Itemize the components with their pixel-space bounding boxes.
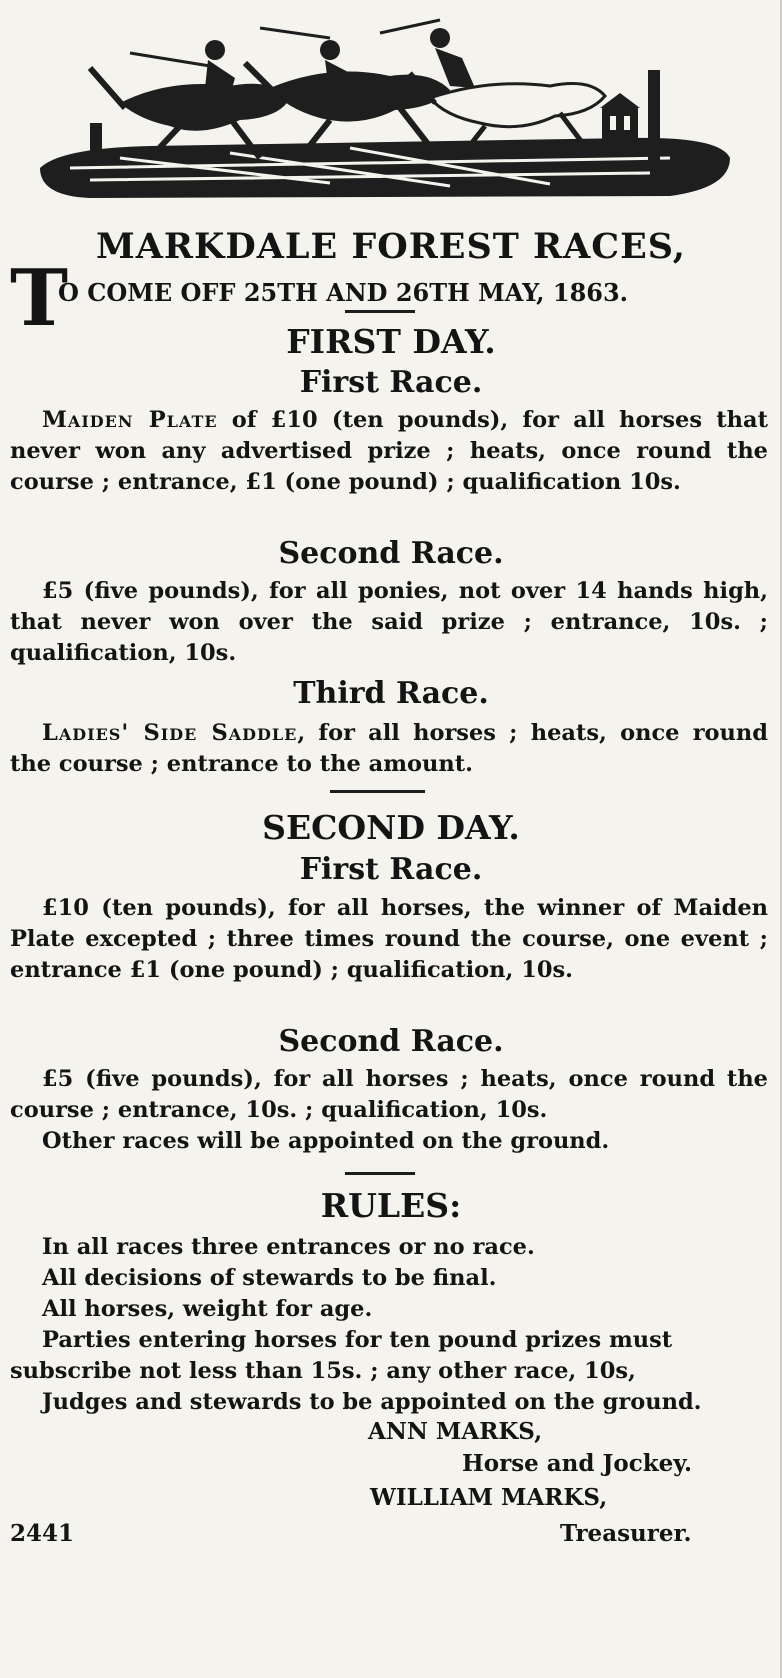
divider-short	[345, 310, 415, 313]
day2-race2-details: £5 (five pounds), for all horses ; heats, once round the course ; entrance, 10s. ; qualification, 10s.	[10, 1066, 768, 1123]
rules-list	[10, 1232, 770, 1418]
signatory-name-1: ANN MARKS,	[368, 1418, 543, 1445]
day2-race1-details: £10 (ten pounds), for all horses, the winner of Maiden Plate excepted ; three times round the course, one event ; entrance £1 (one pound) ; qualification, 10s.	[10, 895, 768, 983]
rule-item: Judges and stewards to be appointed on the ground.	[42, 1389, 702, 1415]
signatory-role-2: Treasurer.	[560, 1520, 692, 1547]
rule-item: subscribe not less than 15s. ; any other race, 10s,	[10, 1358, 636, 1384]
day1-race2-title: Second Race.	[278, 536, 504, 571]
divider-day	[330, 790, 425, 793]
day1-race3-text	[10, 718, 768, 780]
drop-cap: T	[10, 253, 69, 344]
day1-race3-title: Third Race.	[293, 676, 489, 711]
rule-item: Parties entering horses for ten pound prizes must	[42, 1327, 673, 1353]
day1-race2-text	[10, 576, 768, 669]
rules-heading: RULES:	[320, 1186, 462, 1225]
ad-number: 2441	[10, 1520, 75, 1547]
day2-race1-title: First Race.	[299, 852, 483, 887]
second-day-heading: SECOND DAY.	[262, 808, 520, 847]
rule-item: In all races three entrances or no race.	[42, 1234, 535, 1260]
day2-race1-text	[10, 893, 768, 986]
rule-item: All horses, weight for age.	[42, 1296, 373, 1322]
signatory-name-2: WILLIAM MARKS,	[370, 1484, 608, 1511]
horse-race-woodcut-icon	[30, 8, 750, 213]
rule-item: All decisions of stewards to be final.	[42, 1265, 497, 1291]
advert-title: MARKDALE FOREST RACES,	[96, 226, 686, 267]
day1-race2-details: £5 (five pounds), for all ponies, not over 14 hands high, that never won over the said prize ; entrance, 10s. ; qualification, 10s.	[10, 578, 768, 666]
race-dates: O COME OFF 25TH AND 26TH MAY, 1863.	[58, 278, 629, 307]
day2-race2-title: Second Race.	[278, 1024, 504, 1059]
ladies-side-saddle-label: Ladies' Side Saddle	[42, 720, 298, 746]
day1-race3-details: , for all horses ; heats, once round the course ; entrance to the amount.	[10, 720, 769, 777]
maiden-plate-label: Maiden Plate	[42, 407, 218, 433]
day2-race2-text	[10, 1064, 768, 1157]
signatory-role-1: Horse and Jockey.	[462, 1450, 693, 1477]
day1-race1-title: First Race.	[299, 365, 483, 400]
other-races-note: Other races will be appointed on the ground.	[42, 1128, 610, 1154]
divider-rules	[345, 1172, 415, 1175]
first-day-heading: FIRST DAY.	[286, 322, 496, 361]
day1-race1-text	[10, 405, 768, 498]
day1-race1-details: of £10 (ten pounds), for all horses that never won any advertised prize ; heats, once round the course ; entrance, £1 (one pound) ; qualification 10s.	[10, 407, 768, 495]
